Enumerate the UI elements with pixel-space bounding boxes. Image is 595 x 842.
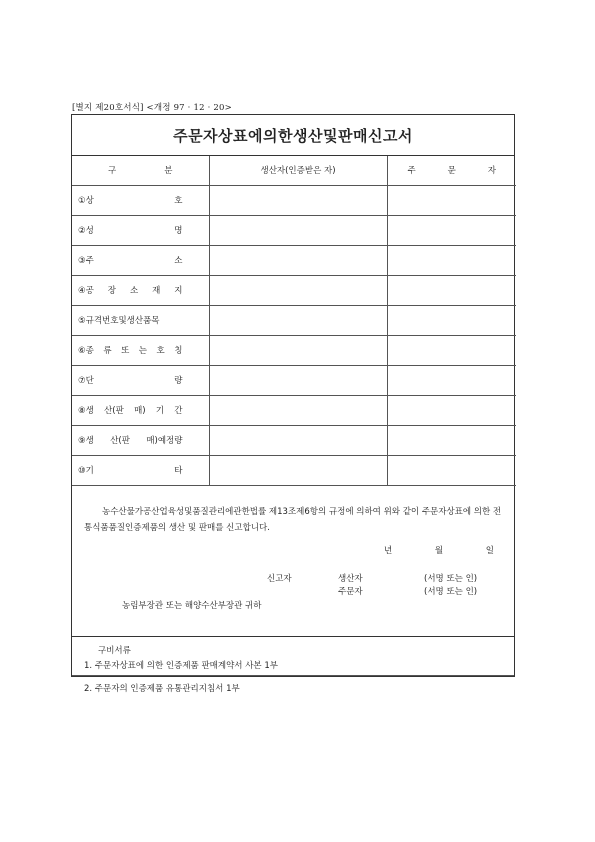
header-orderer: 주 문 자 — [387, 156, 516, 185]
orderer-label: 주문자 — [338, 586, 363, 597]
row-label: ⑥종 류 또 는 호 칭 — [72, 335, 209, 365]
orderer-cell[interactable] — [387, 305, 516, 335]
table-row — [72, 395, 516, 425]
orderer-cell[interactable] — [387, 185, 516, 215]
documents-heading: 구비서류 — [98, 645, 131, 656]
table-row — [72, 215, 516, 245]
row-label: ①상 호 — [72, 185, 209, 215]
row-label: ②성 명 — [72, 215, 209, 245]
table-header-row — [72, 156, 516, 185]
year-label: 년 — [384, 545, 393, 556]
date-line — [384, 544, 494, 556]
divider — [72, 675, 514, 676]
row-label: ④공 장 소 재 지 — [72, 275, 209, 305]
table-row — [72, 185, 516, 215]
row-label: ⑤규격번호및생산품목 — [72, 305, 209, 335]
table-row — [72, 275, 516, 305]
header-category: 구 분 — [72, 156, 209, 185]
table-row — [72, 425, 516, 455]
table-row — [72, 305, 516, 335]
orderer-cell[interactable] — [387, 365, 516, 395]
row-label: ⑧생 산(판 매) 기 간 — [72, 395, 209, 425]
orderer-cell[interactable] — [387, 425, 516, 455]
report-form — [71, 114, 515, 694]
producer-cell[interactable] — [209, 395, 387, 425]
month-label: 월 — [434, 545, 444, 556]
producer-cell[interactable] — [209, 365, 387, 395]
producer-cell[interactable] — [209, 305, 387, 335]
producer-cell[interactable] — [209, 215, 387, 245]
document-item-1: 1. 주문자상표에 의한 인증제품 판매계약서 사본 1부 — [84, 660, 278, 671]
producer-cell[interactable] — [209, 425, 387, 455]
required-documents — [72, 637, 514, 707]
orderer-cell[interactable] — [387, 395, 516, 425]
info-table — [72, 156, 516, 486]
producer-cell[interactable] — [209, 335, 387, 365]
declaration-text: 농수산물가공산업육성및품질관리에관한법률 제13조제6항의 규정에 의하여 위와 같이 주문자상표에 의한 전통식품품질인증제품의 생산 및 판매를 신고합니다. — [84, 506, 502, 533]
row-label: ⑦단 량 — [72, 365, 209, 395]
row-label: ⑩기 타 — [72, 455, 209, 485]
form-reference: [별지 제20호서식] <개정 97 · 12 · 20> — [72, 103, 232, 113]
producer-cell[interactable] — [209, 455, 387, 485]
orderer-cell[interactable] — [387, 455, 516, 485]
day-label: 일 — [485, 545, 494, 556]
producer-cell[interactable] — [209, 185, 387, 215]
orderer-signature: (서명 또는 인) — [424, 586, 478, 597]
addressee: 농림부장관 또는 해양수산부장관 귀하 — [122, 600, 262, 611]
orderer-cell[interactable] — [387, 245, 516, 275]
row-label: ③주 소 — [72, 245, 209, 275]
table-row — [72, 335, 516, 365]
producer-cell[interactable] — [209, 275, 387, 305]
table-row — [72, 365, 516, 395]
row-label: ⑨생 산(판 매)예정량 — [72, 425, 209, 455]
orderer-cell[interactable] — [387, 335, 516, 365]
table-row — [72, 245, 516, 275]
reporter-label: 신고자 — [267, 573, 292, 584]
producer-cell[interactable] — [209, 245, 387, 275]
declaration-section — [72, 486, 514, 637]
table-row — [72, 455, 516, 485]
orderer-cell[interactable] — [387, 215, 516, 245]
orderer-cell[interactable] — [387, 275, 516, 305]
producer-label: 생산자 — [338, 573, 363, 584]
form-title: 주문자상표에의한생산및판매신고서 — [72, 115, 514, 156]
producer-signature: (서명 또는 인) — [424, 573, 478, 584]
document-item-2: 2. 주문자의 인증제품 유통관리지침서 1부 — [84, 683, 240, 694]
header-producer: 생산자(인증받은 자) — [209, 156, 387, 185]
